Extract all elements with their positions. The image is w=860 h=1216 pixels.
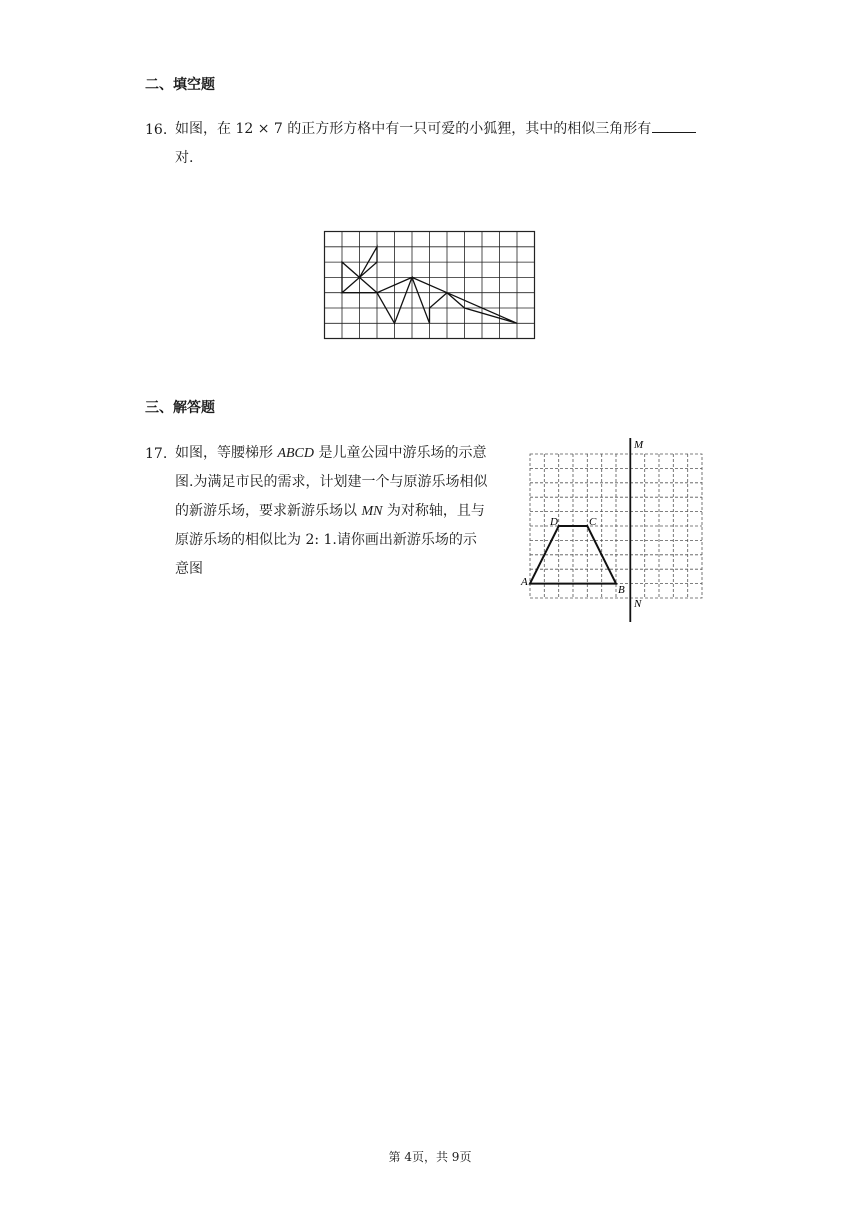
question-16-line2: 对. (175, 150, 194, 166)
question-17-line1a: 如图，等腰梯形 (175, 445, 278, 461)
page-footer: 第 4页，共 9页 (388, 1150, 472, 1164)
question-17-line2: 图.为满足市民的需求，计划建一个与原游乐场相似 (175, 474, 488, 490)
question-17-line5: 意图 (175, 561, 203, 577)
question-17-line3b: 为对称轴，且与 (382, 503, 485, 519)
fox-grid-figure (322, 229, 538, 341)
section-title-answer: 三、解答题 (145, 400, 215, 416)
question-17-line1b: 是儿童公园中游乐场的示意 (314, 445, 487, 461)
label-a: A (521, 576, 528, 588)
trapezoid-grid-figure (518, 433, 708, 625)
trapezoid-name: ABCD (277, 446, 315, 461)
label-m: M (634, 439, 644, 451)
question-17-text (175, 439, 515, 584)
question-16-line1: 如图，在 12 × 7 的正方形方格中有一只可爱的小狐狸，其中的相似三角形有 (175, 121, 652, 137)
question-17-line3a: 的新游乐场，要求新游乐场以 (175, 503, 362, 519)
section-title-fill-blank: 二、填空题 (145, 77, 215, 93)
question-16-text (175, 115, 696, 173)
answer-blank[interactable] (652, 118, 696, 133)
label-b: B (618, 584, 625, 596)
question-17-line4: 原游乐场的相似比为 2: 1.请你画出新游乐场的示 (175, 532, 477, 548)
question-16-number: 16. (145, 122, 168, 138)
label-n: N (634, 598, 642, 610)
label-d: D (550, 516, 558, 528)
axis-name: MN (361, 504, 383, 519)
question-17-number: 17. (145, 446, 168, 462)
label-c: C (589, 516, 597, 528)
